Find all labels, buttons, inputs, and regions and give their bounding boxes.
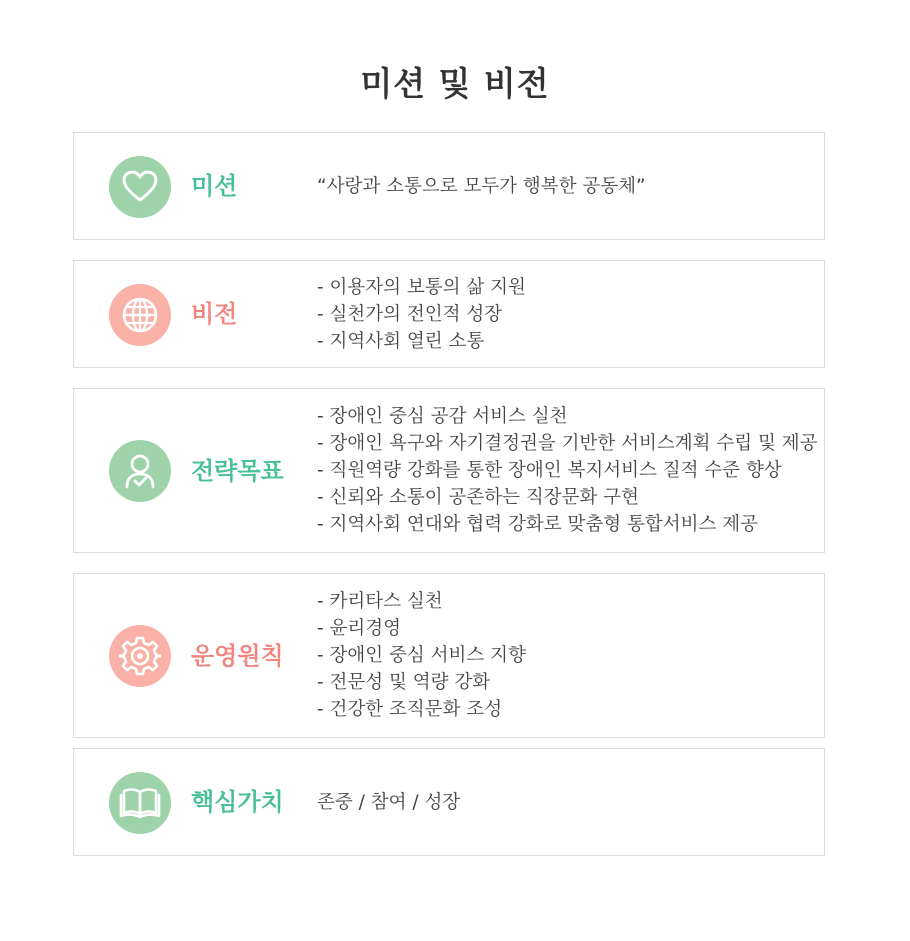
- vision-card: [73, 260, 825, 368]
- values-label: 핵심가치: [191, 788, 284, 816]
- mission-card: [73, 132, 825, 240]
- vision-item: - 이용자의 보통의 삶 지원: [317, 277, 526, 298]
- principles-label: 운영원칙: [191, 642, 284, 670]
- values-text: [317, 789, 460, 816]
- strategy-list: [317, 403, 818, 538]
- principles-list: [317, 588, 526, 723]
- principles-item: - 카리타스 실천: [317, 591, 443, 612]
- principles-item: - 건강한 조직문화 조성: [317, 699, 503, 720]
- vision-list: [317, 274, 526, 355]
- strategy-item: - 장애인 욕구와 자기결정권을 기반한 서비스계획 수립 및 제공: [317, 433, 818, 454]
- vision-item: - 실천가의 전인적 성장: [317, 304, 503, 325]
- vision-item: - 지역사회 열린 소통: [317, 331, 485, 352]
- person-check-icon: [109, 440, 171, 502]
- strategy-label: 전략목표: [191, 457, 284, 485]
- values-card: [73, 748, 825, 856]
- globe-icon: [109, 284, 171, 346]
- mission-text: [317, 173, 646, 200]
- mission-line: “사랑과 소통으로 모두가 행복한 공동체”: [317, 176, 646, 197]
- principles-item: - 장애인 중심 서비스 지향: [317, 645, 526, 666]
- strategy-item: - 신뢰와 소통이 공존하는 직장문화 구현: [317, 487, 640, 508]
- strategy-item: - 장애인 중심 공감 서비스 실천: [317, 406, 568, 427]
- vision-label: 비전: [191, 300, 238, 328]
- values-line: 존중 / 참여 / 성장: [317, 792, 461, 813]
- mission-label: 미션: [191, 172, 238, 200]
- strategy-card: [73, 388, 825, 553]
- page-title: 미션 및 비전: [360, 64, 550, 103]
- principles-item: - 전문성 및 역량 강화: [317, 672, 491, 693]
- heart-icon: [109, 156, 171, 218]
- principles-card: [73, 573, 825, 738]
- gear-icon: [109, 625, 171, 687]
- strategy-item: - 직원역량 강화를 통한 장애인 복지서비스 질적 수준 향상: [317, 460, 782, 481]
- open-book-icon: [109, 772, 171, 834]
- principles-item: - 윤리경영: [317, 618, 402, 639]
- strategy-item: - 지역사회 연대와 협력 강화로 맞춤형 통합서비스 제공: [317, 514, 759, 535]
